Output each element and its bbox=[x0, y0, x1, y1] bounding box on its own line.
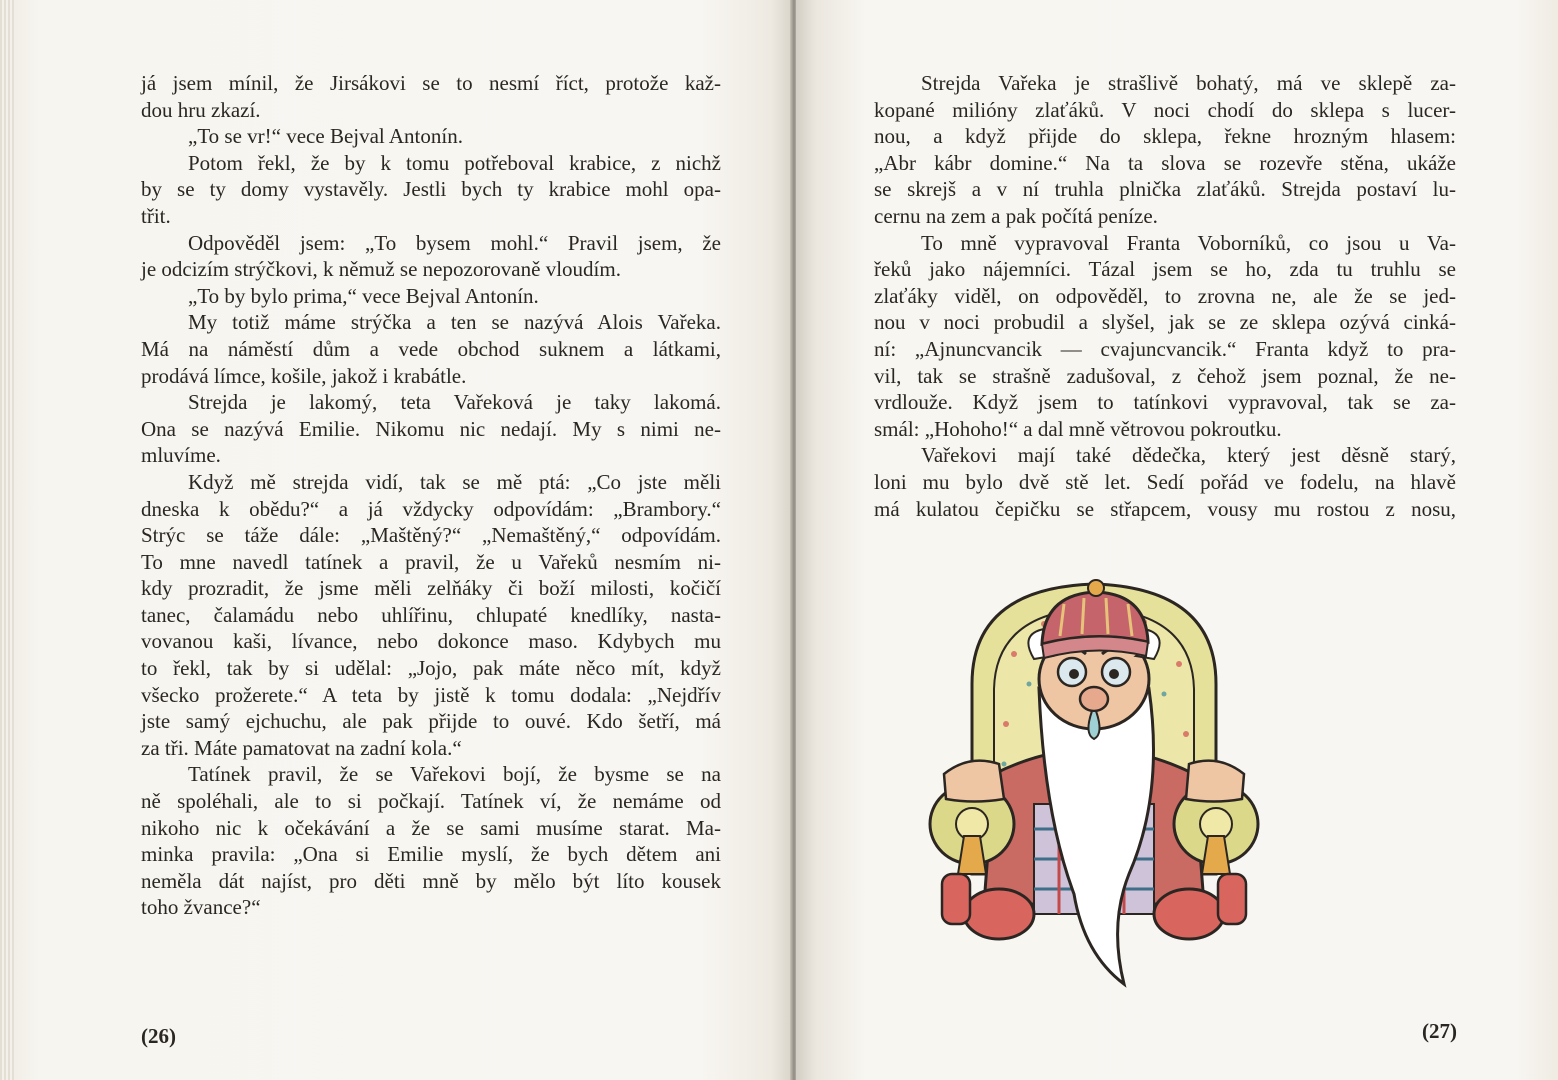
text-line: kdy prozradit, že jsme měli zelňáky či boží milosti, kočičí bbox=[141, 576, 721, 601]
text-line: kopané milióny zlaťáků. V noci chodí do sklepa s lucer- bbox=[874, 97, 1456, 122]
text-line: cernu na zem a pak počítá peníze. bbox=[874, 203, 1158, 228]
text-line: Strejda je lakomý, teta Vařeková je taky lakomá. bbox=[188, 390, 721, 415]
text-line: je odcizím strýčkovi, k němuž se nepozorovaně vloudím. bbox=[141, 257, 621, 282]
page-number-right: (27) bbox=[1422, 1019, 1457, 1043]
text-line: zlaťáky viděl, on odpověděl, to zrovna ne, ale že se jed- bbox=[874, 283, 1456, 308]
text-line: za tři. Máte pamatovat na zadní kola.“ bbox=[141, 735, 462, 760]
text-line: To mně vypravoval Franta Voborníků, co jsou u Va- bbox=[921, 230, 1456, 255]
text-line: „To se vr!“ vece Bejval Antonín. bbox=[188, 124, 463, 149]
text-line: dneska k obědu?“ a já vždycky odpovídám: „Brambory.“ bbox=[141, 496, 721, 521]
text-line: To mne navedl tatínek a pravil, že u Vařeků nesmím ni- bbox=[141, 549, 721, 574]
right-page bbox=[796, 0, 1558, 1080]
text-line: Má na náměstí dům a vede obchod suknem a látkami, bbox=[141, 336, 721, 361]
text-line: Strejda Vařeka je strašlivě bohatý, má ve sklepě za- bbox=[921, 71, 1456, 95]
text-line: dou hru zkazí. bbox=[141, 97, 261, 122]
text-line: Tatínek pravil, že se Vařekovi bojí, že bysme se na bbox=[188, 762, 721, 787]
text-line: Vařekovi mají také dědečka, který jest děsně starý, bbox=[921, 443, 1456, 468]
text-line: já jsem mínil, že Jirsákovi se to nesmí říct, protože kaž- bbox=[141, 71, 721, 95]
text-line: vovanou kaši, lívance, nebo dokonce maso. Kdybych mu bbox=[141, 629, 721, 654]
text-line: ní: „Ajnuncvancik — cvajuncvancik.“ Franta když to pra- bbox=[874, 336, 1456, 361]
text-line: by se ty domy vystavěly. Jestli bych ty krabice mohl opa- bbox=[141, 177, 721, 202]
text-line: My totiž máme strýčka a ten se nazývá Alois Vařeka. bbox=[188, 310, 721, 335]
text-line: minka pravila: „Ona si Emilie myslí, že bych dětem ani bbox=[141, 842, 721, 867]
text-line: Potom řekl, že by k tomu potřeboval krabice, z nichž bbox=[188, 150, 721, 175]
text-line: Když mě strejda vidí, tak se mě ptá: „Co jste měli bbox=[188, 469, 721, 494]
text-line: mluvíme. bbox=[141, 443, 221, 468]
text-line: prodává límce, košile, jakož i krabátle. bbox=[141, 363, 467, 388]
text-line: neměla dát najíst, pro děti mně by mělo být líto kousek bbox=[141, 868, 721, 893]
text-line: nou, a když přijde do sklepa, řekne hrozným hlasem: bbox=[874, 124, 1456, 149]
text-line: třit. bbox=[141, 203, 171, 228]
text-line: „Abr kábr domine.“ Na ta slova se rozevře stěna, ukáže bbox=[874, 150, 1456, 175]
text-line: „To by bylo prima,“ vece Bejval Antonín. bbox=[188, 283, 539, 308]
text-line: nou v noci probudil a slyšel, jak se ze sklepa ozývá cinká- bbox=[874, 310, 1456, 335]
page-edges bbox=[0, 0, 14, 1080]
old-grandfather-in-armchair-illustration bbox=[924, 574, 1264, 1004]
page-number-left: (26) bbox=[141, 1024, 176, 1048]
text-line: ně spoléhali, ale to si počkají. Tatínek ví, že nemáme od bbox=[141, 789, 721, 814]
text-line: má kulatou čepičku se střapcem, vousy mu rostou z nosu, bbox=[874, 496, 1456, 521]
text-line: řeků jako nájemníci. Tázal jsem se ho, zda tu truhlu se bbox=[874, 257, 1456, 282]
text-line: se skrejš a v ní truhla plnička zlaťáků. Strejda postaví lu- bbox=[874, 177, 1456, 202]
text-line: Odpověděl jsem: „To bysem mohl.“ Pravil jsem, že bbox=[188, 230, 721, 255]
text-line: smál: „Hohoho!“ a dal mně větrovou pokroutku. bbox=[874, 416, 1282, 441]
text-line: nikoho nic k očekávání a že se sami musíme starat. Ma- bbox=[141, 815, 721, 840]
text-line: jste samý ejchuchu, ale pak přijde to ouvé. Kdo šetří, má bbox=[141, 709, 721, 734]
text-line: tanec, čalamádu nebo uhlířinu, chlupaté knedlíky, nasta- bbox=[141, 602, 721, 627]
text-line: všecko prožerete.“ A teta by jistě k tomu dodala: „Nejdřív bbox=[141, 682, 721, 707]
left-page-text bbox=[141, 70, 721, 921]
text-line: Strýc se táže dále: „Maštěný?“ „Nemaštěný,“ odpovídám. bbox=[141, 523, 721, 548]
right-page-text bbox=[874, 70, 1456, 522]
text-line: to řekl, tak by si udělal: „Jojo, pak máte něco mít, když bbox=[141, 656, 721, 681]
text-line: Ona se nazývá Emilie. Nikomu nic nedají. My s nimi ne- bbox=[141, 416, 721, 441]
text-line: loni mu bylo dvě stě let. Sedí pořád ve fodelu, na hlavě bbox=[874, 469, 1456, 494]
text-line: toho žvance?“ bbox=[141, 895, 261, 920]
text-line: vrdlouže. Když jsem to tatínkovi vypravoval, tak se za- bbox=[874, 390, 1456, 415]
text-line: vil, tak se strašně zadušoval, z čehož jsem poznal, že ne- bbox=[874, 363, 1456, 388]
